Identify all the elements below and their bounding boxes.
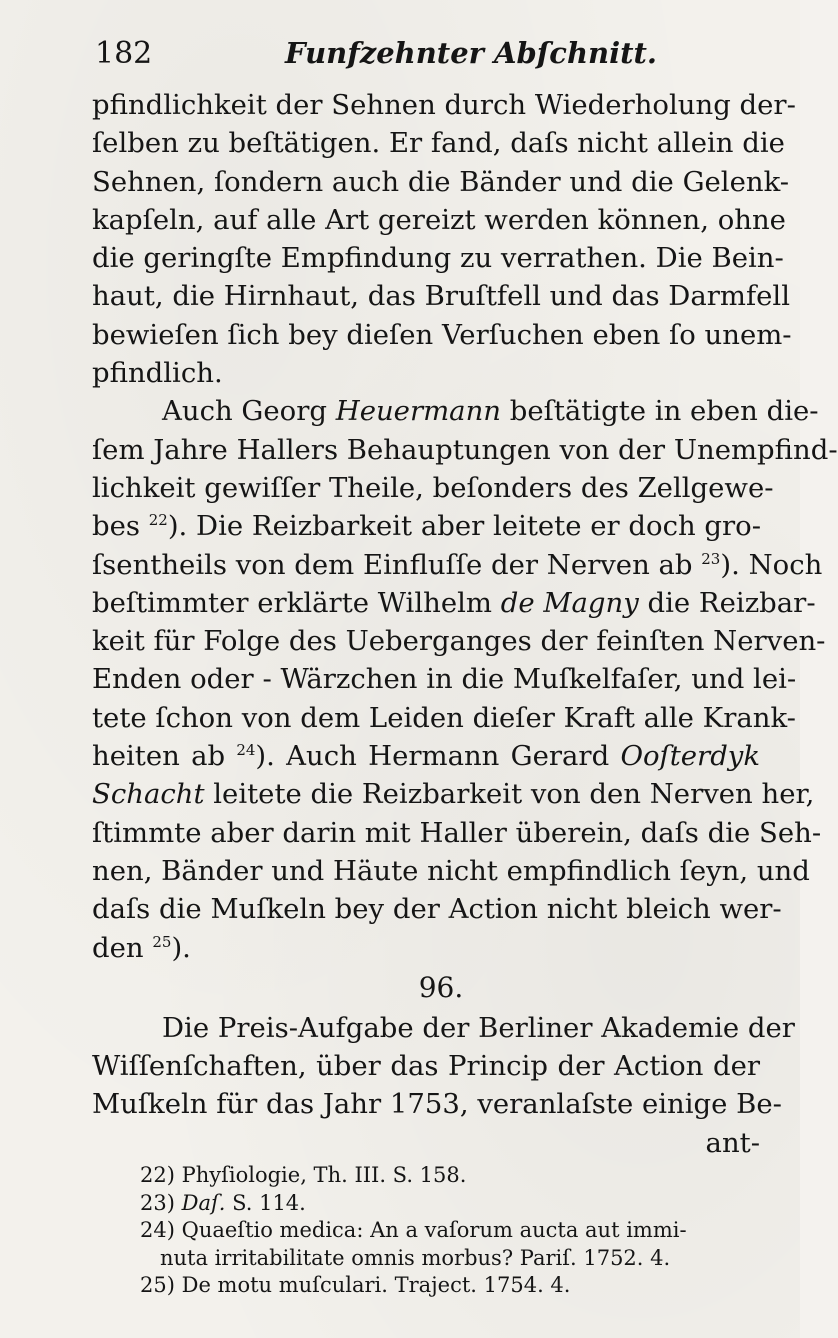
person-name: Heuermann (335, 395, 502, 428)
text-line: Enden oder - Wärzchen in die Muſkelfaſer, und lei- (92, 663, 797, 696)
text-line: nen, Bänder und Häute nicht empfindlich ſeyn, und (92, 854, 810, 887)
text-line: lichkeit gewiſſer Theile, beſonders des Zellgewe- (92, 471, 774, 504)
person-name: Ooſterdyk (620, 740, 760, 773)
text-line: pfindlich. (92, 357, 223, 390)
footnote-24 (140, 1217, 760, 1245)
text-line (92, 546, 823, 584)
text-span: ). (171, 931, 191, 964)
text-line: daſs die Muſkeln bey der Action nicht bleich wer- (92, 893, 782, 926)
text-line: ſtimmte aber darin mit Haller überein, daſs die Seh- (92, 816, 822, 849)
text-span: Auch Georg (162, 395, 336, 428)
text-span: den (92, 931, 153, 964)
text-span: leitete die Reizbarkeit von den Nerven her, (204, 778, 815, 811)
text-line: Die Preis-Aufgabe der Berliner Akademie der (162, 1011, 795, 1044)
footnote-ref: 22 (148, 511, 168, 530)
page-header (95, 30, 755, 74)
footnote-number: 23) (140, 1190, 175, 1215)
footnote-number: 25) (140, 1273, 175, 1297)
text-line: haut, die Hirnhaut, das Bruſtfell und das Darmfell (92, 280, 791, 313)
text-line: ſelben zu beſtätigen. Er fand, daſs nicht allein die (92, 127, 785, 160)
text-span: ). Auch Hermann Gerard (255, 740, 621, 773)
footnote-number: 22) (140, 1163, 175, 1187)
text-line (92, 507, 760, 545)
footnote-ref: 25 (152, 932, 172, 951)
person-name: Schacht (92, 778, 205, 811)
text-line: Wiſſenſchaften, über das Princip der Action der (92, 1050, 760, 1083)
text-line (92, 392, 819, 430)
footnotes (140, 1162, 760, 1300)
footnote-23 (140, 1190, 760, 1218)
text-span: bes (92, 510, 149, 543)
text-line (92, 737, 760, 775)
footnote-ref: 24 (236, 740, 256, 759)
text-line: tete ſchon von dem Leiden dieſer Kraft alle Krank- (92, 701, 796, 734)
footnote-ref: 23 (701, 549, 721, 568)
footnote-text: De motu muſculari. Traject. 1754. 4. (181, 1273, 571, 1297)
person-name: de Magny (500, 586, 639, 619)
text-line: die geringſte Empfindung zu verrathen. Die Bein- (92, 242, 784, 275)
section-number: 96. (418, 970, 464, 1004)
text-line (92, 929, 760, 967)
footnote-number: 24) (140, 1218, 175, 1242)
footnote-text: Phyſiologie, Th. III. S. 158. (181, 1163, 467, 1187)
text-span: die Reizbar- (638, 586, 816, 619)
footnote-22 (140, 1162, 760, 1190)
page-number: 182 (95, 36, 153, 71)
footnote-25 (140, 1272, 760, 1300)
body-text (92, 86, 838, 1162)
text-line: bewieſen ſich bey dieſen Verſuchen eben ſo unem- (92, 318, 792, 351)
text-line: pfindlichkeit der Sehnen durch Wiederholung der- (92, 89, 796, 121)
footnote-text: S. 114. (225, 1190, 306, 1215)
footnote-text: Quaeſtio medica: An a vaſorum aucta aut immi- (181, 1218, 687, 1242)
text-line: Sehnen, ſondern auch die Bänder und die Gelenk- (92, 165, 790, 198)
text-line: keit für Folge des Ueberganges der feinſten Nerven- (92, 625, 826, 658)
text-line: kapſeln, auf alle Art gereizt werden können, ohne (92, 203, 786, 236)
footnote-24-continued: nuta irritabilitate omnis morbus? Pariſ. 1752. 4. (160, 1245, 671, 1270)
text-line: Muſkeln für das Jahr 1753, veranlaſste einige Be- (92, 1088, 782, 1121)
text-span: beſtimmter erklärte Wilhelm (92, 586, 501, 619)
text-span: ). Noch (720, 548, 823, 581)
running-head: Funfzehnter Abſchnitt. (285, 36, 658, 70)
text-span: ). Die Reizbarkeit aber leitete er doch gro- (167, 510, 762, 543)
text-span: ſsentheils von dem Einfluſſe der Nerven ab (92, 548, 702, 581)
text-line (92, 584, 816, 622)
footnote-abbrev: Daſ. (181, 1190, 226, 1215)
text-line (92, 775, 815, 813)
text-span: beſtätigte in eben die- (501, 395, 819, 428)
text-line: ſem Jahre Hallers Behauptungen von der Unempfind- (92, 433, 838, 466)
text-span: heiten ab (92, 740, 237, 773)
catchword: ant- (705, 1126, 760, 1159)
